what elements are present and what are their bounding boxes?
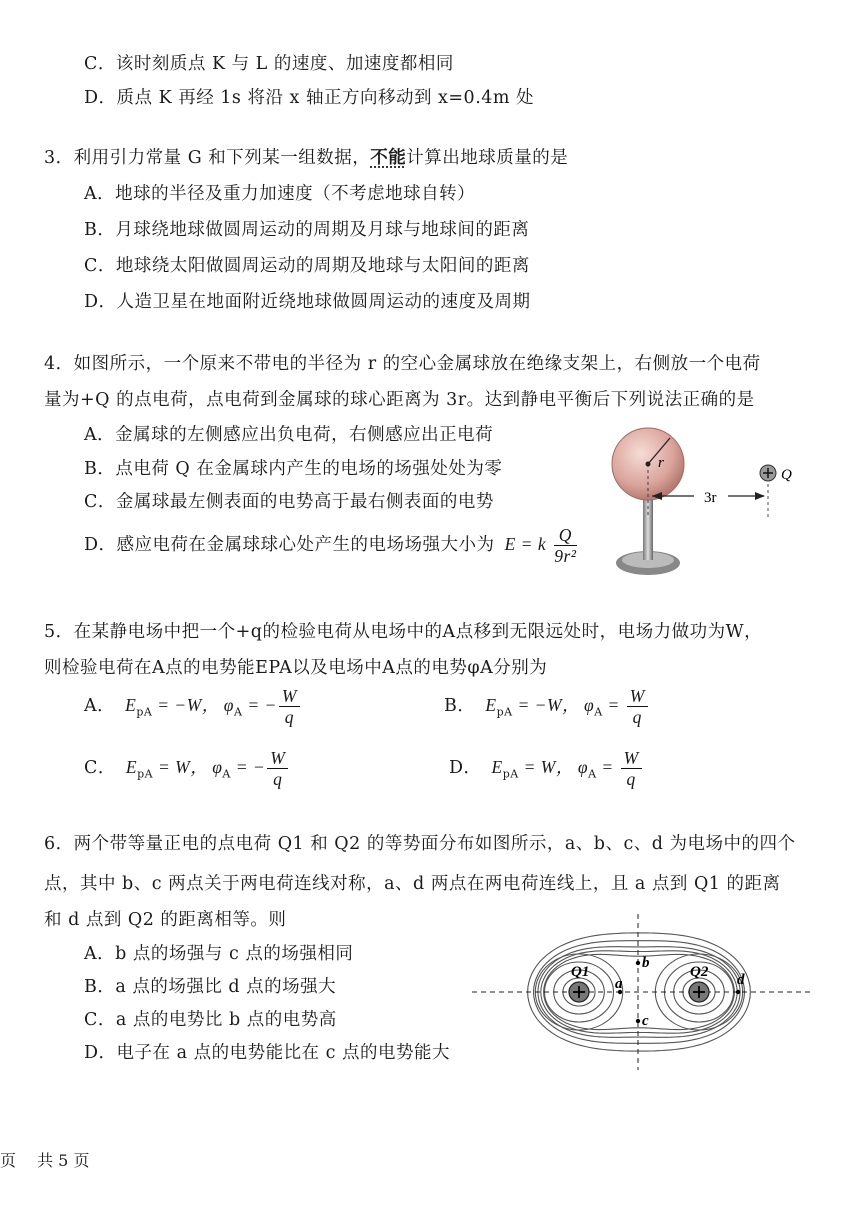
option-label: D．	[449, 758, 482, 778]
q5-stem-line1: 5．在某静电场中把一个+q的检验电荷从电场中的A点移到无限远处时，电场力做功为W，	[44, 622, 763, 642]
potential-subscript: A	[222, 767, 231, 781]
potential-symbol: φ	[584, 695, 595, 715]
potential-fraction	[267, 748, 288, 789]
q6-option-a: A．b 点的场强与 c 点的场强相同	[84, 944, 354, 964]
potential-subscript: A	[233, 705, 243, 719]
q6-stem-line2: 点，其中 b、c 两点关于两电荷连线对称，a、d 两点在两电荷连线上，且 a 点到 Q1 的距离	[44, 874, 781, 894]
q4-stem-line2: 量为+Q 的点电荷，点电荷到金属球的球心距离为 3r。达到静电平衡后下列说法正确的是	[44, 390, 755, 410]
option-label: B．	[444, 696, 476, 716]
q2-option-d: D．质点 K 再经 1s 将沿 x 轴正方向移动到 x=0.4m 处	[84, 88, 535, 108]
radius-label: r	[658, 455, 664, 471]
q3-option-b: B．月球绕地球做圆周运动的周期及月球与地球间的距离	[84, 220, 530, 240]
page-footer: 页 共 5 页	[0, 1151, 90, 1170]
q3-stem-pre: 3．利用引力常量 G 和下列某一组数据，	[44, 148, 371, 168]
energy-symbol: E	[485, 695, 497, 715]
q4-option-d-text: D．感应电荷在金属球球心处产生的电场场强大小为	[84, 535, 495, 555]
energy-value: = W，	[153, 757, 209, 777]
q4-option-b: B．点电荷 Q 在金属球内产生的电场的场强处处为零	[84, 459, 503, 479]
potential-symbol: φ	[212, 757, 223, 777]
potential-symbol: φ	[577, 757, 589, 777]
fraction-numerator: W	[279, 686, 300, 707]
fraction-denominator: q	[284, 707, 294, 727]
energy-subscript: pA	[136, 705, 153, 719]
energy-symbol: E	[491, 757, 503, 777]
potential-fraction	[279, 686, 300, 727]
q4-metal-sphere-figure	[600, 418, 830, 583]
q4-formula-lhs: E = k	[504, 534, 547, 554]
distance-label: 3r	[704, 490, 717, 506]
q6-equipotential-figure	[470, 912, 815, 1072]
fraction-numerator: W	[621, 748, 642, 769]
q3-stem-post: 计算出地球质量的是	[406, 148, 569, 168]
potential-subscript: A	[594, 705, 603, 719]
label-q2: Q2	[690, 964, 709, 980]
q3-stem-emphasis: 不能	[370, 148, 407, 168]
q4-formula-num: Q	[554, 525, 576, 546]
potential-fraction	[627, 686, 648, 727]
q4-formula-fraction	[554, 525, 576, 566]
energy-subscript: pA	[502, 767, 519, 781]
option-label: C．	[84, 758, 116, 778]
q6-option-b: B．a 点的场强比 d 点的场强大	[84, 977, 337, 997]
energy-subscript: pA	[496, 705, 513, 719]
q5-stem-line2: 则检验电荷在A点的电势能EPA以及电场中A点的电势φA分别为	[44, 658, 548, 678]
q5-option-c	[84, 748, 290, 789]
potential-equals: = −	[230, 757, 266, 777]
q2-option-c: C．该时刻质点 K 与 L 的速度、加速度都相同	[84, 54, 454, 74]
q5-option-a	[84, 686, 302, 727]
potential-subscript: A	[588, 767, 597, 781]
energy-symbol: E	[125, 757, 138, 777]
energy-value: = −W，	[152, 695, 220, 715]
q3-option-a: A．地球的半径及重力加速度（不考虑地球自转）	[84, 184, 476, 204]
q6-stem-line1: 6．两个带等量正电的点电荷 Q1 和 Q2 的等势面分布如图所示，a、b、c、d 为电场中的四个	[44, 834, 796, 854]
potential-equals: =	[602, 695, 625, 715]
potential-equals: = −	[242, 695, 277, 715]
q4-option-c: C．金属球最左侧表面的电势高于最右侧表面的电势	[84, 492, 494, 512]
fraction-numerator: W	[627, 686, 648, 707]
q6-option-c: C．a 点的电势比 b 点的电势高	[84, 1010, 337, 1030]
energy-subscript: pA	[137, 767, 154, 781]
q3-stem	[44, 144, 568, 169]
potential-equals: =	[596, 757, 619, 777]
q5-option-d	[449, 748, 644, 789]
label-c: c	[642, 1013, 649, 1029]
potential-fraction	[621, 748, 642, 789]
label-q1: Q1	[571, 964, 590, 980]
q3-option-c: C．地球绕太阳做圆周运动的周期及地球与太阳间的距离	[84, 256, 530, 276]
energy-symbol: E	[125, 695, 137, 715]
fraction-numerator: W	[267, 748, 288, 769]
q4-formula-den: 9r²	[554, 546, 577, 566]
label-a: a	[615, 976, 623, 992]
fraction-denominator: q	[273, 769, 283, 789]
q6-stem-line3: 和 d 点到 Q2 的距离相等。则	[44, 910, 287, 930]
q3-option-d: D．人造卫星在地面附近绕地球做圆周运动的速度及周期	[84, 292, 531, 312]
q6-option-d: D．电子在 a 点的电势能比在 c 点的电势能大	[84, 1043, 451, 1063]
q5-option-b	[444, 686, 650, 727]
q4-option-a: A．金属球的左侧感应出负电荷，右侧感应出正电荷	[84, 425, 494, 445]
fraction-denominator: q	[632, 707, 642, 727]
potential-symbol: φ	[223, 695, 234, 715]
energy-value: = −W，	[512, 695, 581, 715]
fraction-denominator: q	[626, 769, 636, 789]
charge-label: Q	[781, 467, 792, 483]
q4-stem-line1: 4．如图所示，一个原来不带电的半径为 r 的空心金属球放在绝缘支架上，右侧放一个电荷	[44, 354, 761, 374]
option-label: A．	[84, 696, 116, 716]
label-d: d	[737, 972, 745, 988]
q4-option-d	[84, 525, 579, 566]
energy-value: = W，	[518, 757, 574, 777]
label-b: b	[642, 955, 650, 971]
